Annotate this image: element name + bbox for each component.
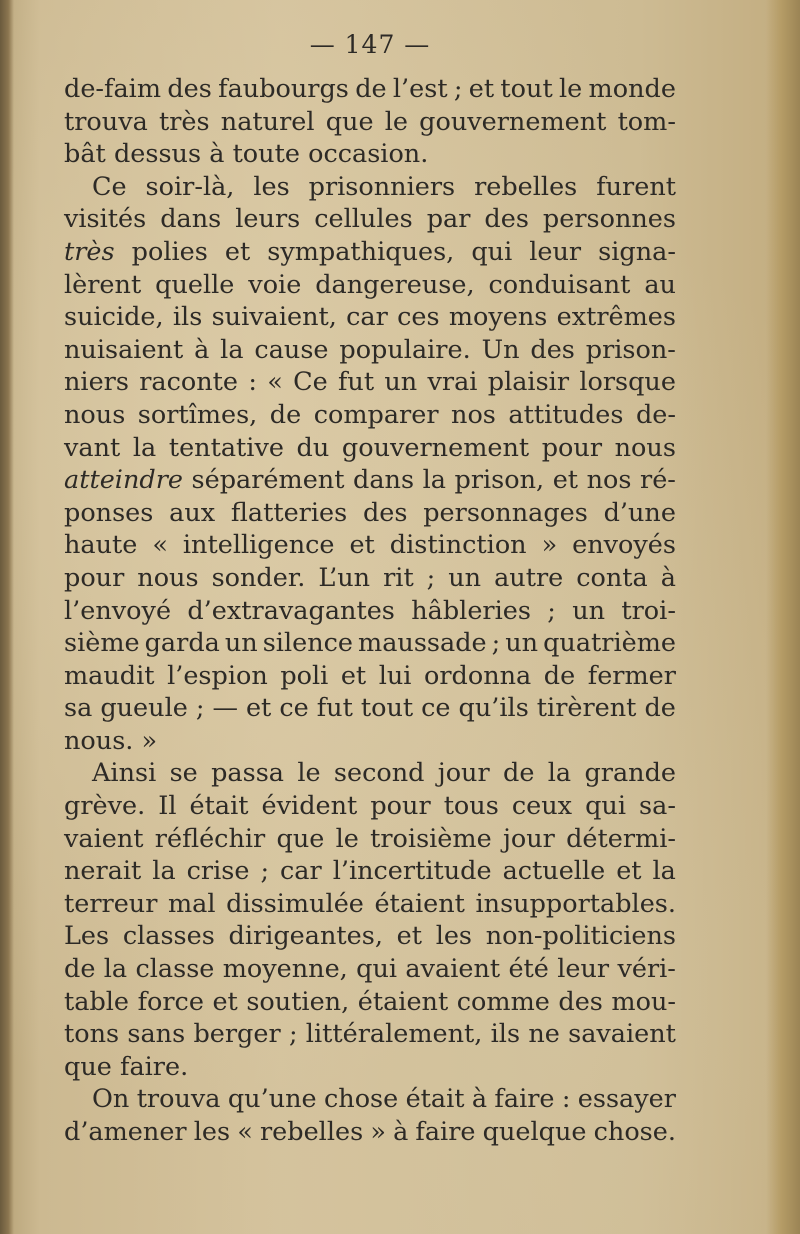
word: suivaient, <box>211 302 337 333</box>
word: sa- <box>639 791 676 822</box>
word: la <box>422 465 446 496</box>
word: sonder. <box>211 562 306 593</box>
text-line <box>64 595 676 628</box>
word: évident <box>261 791 358 822</box>
text-line <box>64 953 676 986</box>
text-line <box>64 138 676 171</box>
word: pour <box>541 432 603 463</box>
word: » <box>370 1117 386 1147</box>
text-line <box>64 301 676 334</box>
word: visités <box>64 204 147 235</box>
word: ; <box>491 628 501 659</box>
word: prison, <box>454 465 545 496</box>
word: classe <box>135 954 215 985</box>
word: tons <box>64 1019 120 1050</box>
word: un <box>505 628 539 659</box>
word: tous <box>443 791 499 822</box>
word: nous <box>614 432 676 463</box>
text-line <box>64 790 676 823</box>
word: ne <box>528 1019 560 1050</box>
word: ; <box>453 74 463 104</box>
word: comme <box>456 986 550 1017</box>
word: lorsque <box>579 367 676 398</box>
word: naturel <box>220 106 315 137</box>
word: Un <box>481 334 520 365</box>
word: dissimulée <box>226 888 364 919</box>
word: L’un <box>318 562 371 593</box>
word: moyenne, <box>222 954 348 985</box>
word: un <box>572 595 606 626</box>
word: par <box>426 204 471 235</box>
word: poli <box>280 660 329 691</box>
word: Ainsi <box>92 758 157 789</box>
word: de <box>503 758 535 789</box>
word: attitudes <box>508 399 624 430</box>
text-line <box>64 73 676 106</box>
word: et <box>212 986 238 1017</box>
word: troi- <box>621 595 676 626</box>
text-line <box>64 203 676 236</box>
word: un <box>384 367 418 398</box>
word: actuelle <box>502 856 606 887</box>
word: populaire. <box>339 334 471 365</box>
word: que <box>276 823 325 854</box>
word: grève. <box>64 791 146 822</box>
word: moyens <box>448 302 548 333</box>
text-line <box>64 1018 676 1051</box>
word: sans <box>127 1019 186 1050</box>
text-line <box>64 497 676 530</box>
word: d’une <box>603 497 676 528</box>
text-line <box>64 888 676 921</box>
word: table <box>64 986 130 1017</box>
text-line <box>64 529 676 562</box>
word: à <box>660 562 676 593</box>
word: mal <box>168 888 216 919</box>
word: Il <box>158 791 177 822</box>
word: tout <box>360 693 414 724</box>
word: tout <box>500 74 553 104</box>
word: personnes <box>542 204 676 235</box>
word: la <box>220 334 244 365</box>
word: passa <box>211 758 284 789</box>
word: furent <box>596 171 676 202</box>
word: monde <box>588 74 676 104</box>
page-number: — 147 — <box>309 30 431 59</box>
word: flatteries <box>230 497 348 528</box>
word: non-politiciens <box>485 921 676 952</box>
word: gouvernement <box>341 432 530 463</box>
word: prisonniers <box>308 171 456 202</box>
word: littéralement, <box>305 1019 483 1050</box>
body-text <box>64 73 676 1149</box>
word: et <box>224 236 251 267</box>
word: car <box>280 856 322 887</box>
word: véri- <box>617 954 676 985</box>
word: qu’ils <box>458 693 529 724</box>
word: la <box>103 954 128 985</box>
word: le <box>559 74 583 104</box>
text-line <box>64 920 676 953</box>
word: distinction <box>389 530 527 561</box>
word: dessus <box>113 139 202 170</box>
word: soir-là, <box>145 171 235 202</box>
word: grande <box>584 758 676 789</box>
text-line <box>64 236 676 269</box>
word: à <box>471 1084 488 1115</box>
text-line <box>64 692 676 725</box>
word: haute <box>64 530 138 561</box>
word: de <box>644 693 676 724</box>
word: les <box>253 171 290 202</box>
word: des <box>362 497 408 528</box>
word: On <box>92 1084 130 1115</box>
word: pour <box>370 791 431 822</box>
word: hâbleries <box>411 595 531 626</box>
word: d’extravagantes <box>187 595 395 626</box>
word: de-faim <box>64 74 162 104</box>
word: mou- <box>611 986 676 1017</box>
word: silence <box>262 628 354 659</box>
word: insupportables. <box>475 888 676 919</box>
word: l’incertitude <box>332 856 492 887</box>
word: ; <box>260 856 270 887</box>
word: ; <box>547 595 556 626</box>
word: l’envoyé <box>64 595 172 626</box>
page-edge <box>766 0 800 1234</box>
word: se <box>169 758 198 789</box>
text-line <box>64 464 676 497</box>
word: plaisir <box>487 367 570 398</box>
word: berger <box>193 1019 281 1050</box>
word: classes <box>122 921 215 952</box>
word: jour <box>502 823 555 854</box>
word: rebelles <box>474 171 578 202</box>
word: un <box>448 562 482 593</box>
word: ils <box>172 302 203 333</box>
word: fut <box>316 693 353 724</box>
word: dangereuse, <box>315 269 475 300</box>
word: ordonna <box>423 660 532 691</box>
word: le <box>384 106 408 137</box>
word: leurs <box>235 204 301 235</box>
word: faire <box>415 1117 476 1147</box>
word: : <box>248 367 257 398</box>
word: conta <box>576 562 648 593</box>
text-line <box>64 855 676 888</box>
word: du <box>296 432 330 463</box>
word: » <box>141 725 158 756</box>
word: gouvernement <box>419 106 607 137</box>
word: extrêmes <box>556 302 676 333</box>
word: ceux <box>511 791 573 822</box>
word: à <box>209 139 225 170</box>
word: quelque <box>482 1117 587 1147</box>
word: et <box>552 465 579 496</box>
word: « <box>267 367 283 398</box>
word: étaient <box>357 986 449 1017</box>
word: nous <box>64 399 126 430</box>
text-line <box>64 562 676 595</box>
word: la <box>652 856 676 887</box>
word: ; <box>195 693 205 724</box>
word: sième <box>64 628 140 659</box>
word: que <box>325 106 374 137</box>
word: dans <box>353 465 415 496</box>
word: à <box>194 334 210 365</box>
text-line <box>64 660 676 693</box>
word: était <box>189 791 249 822</box>
word: sa <box>64 693 93 724</box>
text-line <box>64 334 676 367</box>
word: étaient <box>374 888 465 919</box>
word: nuisaient <box>64 334 184 365</box>
word: leur <box>557 954 610 985</box>
word: le <box>297 758 321 789</box>
word: à <box>393 1117 409 1147</box>
word: vaient <box>64 823 144 854</box>
word: faire. <box>120 1051 189 1082</box>
word: terreur <box>64 888 158 919</box>
word: cellules <box>314 204 413 235</box>
word: le <box>335 823 359 854</box>
word: fermer <box>587 660 676 691</box>
word: Ce <box>293 367 328 398</box>
word: vant <box>64 432 121 463</box>
word: lèrent <box>64 269 142 300</box>
word: « <box>237 1117 253 1147</box>
word: ils <box>490 1019 521 1050</box>
word: conduisant <box>488 269 631 300</box>
text-line <box>64 432 676 465</box>
word: nos <box>586 465 632 496</box>
text-line <box>64 627 676 660</box>
word: tom- <box>617 106 676 137</box>
word: essayer <box>577 1084 676 1115</box>
word: était <box>405 1084 465 1115</box>
word: chose. <box>593 1117 676 1147</box>
word: rit <box>383 562 414 593</box>
word: prison- <box>585 334 676 365</box>
word: les <box>435 921 473 952</box>
word: garda <box>144 628 220 659</box>
word: autre <box>494 562 564 593</box>
word: avaient <box>405 954 501 985</box>
word: « <box>152 530 168 561</box>
word: pour <box>64 562 125 593</box>
text-line <box>64 1051 676 1084</box>
word: bât <box>64 139 106 170</box>
word: maudit <box>64 660 155 691</box>
word: la <box>152 856 176 887</box>
word: de <box>269 399 302 430</box>
word: signa- <box>598 236 676 267</box>
word: » <box>541 530 558 561</box>
word: qui <box>585 791 626 822</box>
text-line <box>64 171 676 204</box>
word: de <box>64 954 96 985</box>
text-line <box>64 399 676 432</box>
word: fut <box>337 367 375 398</box>
word: jour <box>437 758 490 789</box>
word: ce <box>421 693 451 724</box>
word: les <box>193 1117 231 1147</box>
word: de <box>543 660 576 691</box>
word: des <box>558 986 603 1017</box>
word: de- <box>635 399 676 430</box>
word: Les <box>64 921 110 952</box>
word: séparément <box>191 465 345 496</box>
word: envoyés <box>572 530 676 561</box>
word: second <box>333 758 425 789</box>
text-line <box>64 757 676 790</box>
word: voie <box>248 269 302 300</box>
word: nous. <box>64 725 134 756</box>
word: troisième <box>370 823 492 854</box>
word: qui <box>471 236 513 267</box>
word: leur <box>529 236 582 267</box>
word: nous <box>137 562 199 593</box>
word: et <box>396 921 422 952</box>
text-line <box>64 366 676 399</box>
word: dans <box>160 204 222 235</box>
word: des <box>167 74 212 104</box>
word: et <box>340 660 367 691</box>
word: cause <box>254 334 329 365</box>
word: qu’une <box>227 1084 317 1115</box>
word: d’amener <box>64 1117 187 1147</box>
word: réfléchir <box>154 823 266 854</box>
text-line <box>64 1083 676 1116</box>
word: au <box>644 269 676 300</box>
word: ; <box>426 562 436 593</box>
word: suicide, <box>64 302 164 333</box>
word: la <box>132 432 157 463</box>
word: soutien, <box>246 986 350 1017</box>
word: raconte <box>139 367 239 398</box>
word: vrai <box>427 367 478 398</box>
word: rebelles <box>259 1117 364 1147</box>
word: la <box>547 758 572 789</box>
text-line <box>64 1116 676 1149</box>
word: ce <box>279 693 309 724</box>
word: Ce <box>92 171 127 202</box>
text-line <box>64 823 676 856</box>
word: comparer <box>313 399 439 430</box>
word: qui <box>356 954 398 985</box>
word: quelle <box>155 269 235 300</box>
word: l’espion <box>167 660 268 691</box>
word: sympathiques, <box>267 236 455 267</box>
word: — <box>212 693 238 724</box>
word: crise <box>186 856 250 887</box>
word: : <box>561 1084 571 1115</box>
word: détermi- <box>566 823 676 854</box>
word: ré- <box>640 465 676 496</box>
word: été <box>508 954 549 985</box>
text-line <box>64 986 676 1019</box>
word: tirèrent <box>536 693 637 724</box>
word: toute <box>232 139 300 170</box>
text-line <box>64 725 676 758</box>
word: sortîmes, <box>137 399 258 430</box>
word: que <box>64 1051 112 1082</box>
word: faire <box>494 1084 555 1115</box>
word: dirigeantes, <box>228 921 383 952</box>
word: et <box>349 530 375 561</box>
word: des <box>530 334 575 365</box>
word: lui <box>378 660 412 691</box>
word: ces <box>397 302 440 333</box>
word: niers <box>64 367 129 398</box>
word: savaient <box>568 1019 676 1050</box>
word: chose <box>324 1084 399 1115</box>
word: tentative <box>168 432 284 463</box>
word: personnages <box>423 497 588 528</box>
word: force <box>137 986 204 1017</box>
word: polies <box>131 236 208 267</box>
word: un <box>224 628 258 659</box>
word: intelligence <box>182 530 335 561</box>
word: trouva <box>64 106 148 137</box>
text-line <box>64 269 676 302</box>
word: aux <box>169 497 216 528</box>
word: gueule <box>100 693 188 724</box>
word: nerait <box>64 856 142 887</box>
word: faubourgs <box>218 74 349 104</box>
word: trouva <box>136 1084 221 1115</box>
word: ponses <box>64 497 154 528</box>
word: atteindre <box>64 465 183 496</box>
word: des <box>484 204 529 235</box>
word: et <box>616 856 642 887</box>
word: très <box>159 106 210 137</box>
word: nos <box>451 399 496 430</box>
word: et <box>245 693 272 724</box>
word: ; <box>288 1019 298 1050</box>
word: car <box>346 302 388 333</box>
word: quatrième <box>543 628 676 659</box>
word: occasion. <box>308 139 429 170</box>
word: et <box>468 74 495 104</box>
book-spine-shadow <box>0 0 14 1234</box>
word: l’est <box>392 74 448 104</box>
word: très <box>64 236 115 267</box>
text-line <box>64 106 676 139</box>
word: maussade <box>358 628 487 659</box>
word: de <box>355 74 387 104</box>
